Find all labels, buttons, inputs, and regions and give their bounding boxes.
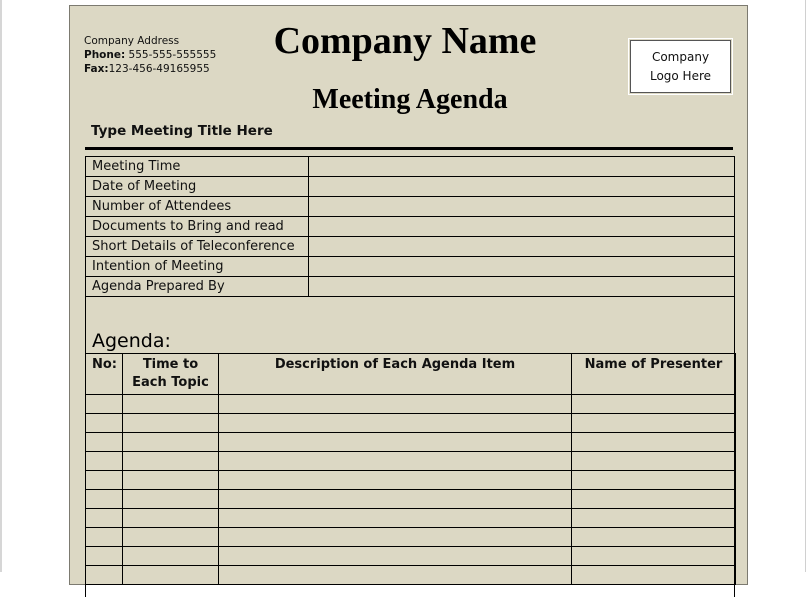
column-header-time[interactable]	[123, 354, 219, 395]
cell-time[interactable]	[123, 528, 219, 547]
company-address[interactable]: Company Address	[84, 35, 180, 47]
cell-description[interactable]	[219, 395, 572, 414]
detail-value-meeting-time[interactable]	[309, 157, 735, 177]
cell-presenter[interactable]	[572, 528, 736, 547]
meeting-details-table	[85, 156, 735, 297]
agenda-row	[86, 528, 736, 547]
title-divider	[85, 147, 733, 150]
detail-row	[86, 157, 735, 177]
cell-no[interactable]	[86, 547, 123, 566]
cell-description[interactable]	[219, 471, 572, 490]
cell-description[interactable]	[219, 509, 572, 528]
agenda-row	[86, 395, 736, 414]
agenda-row	[86, 471, 736, 490]
detail-value-teleconference[interactable]	[309, 237, 735, 257]
agenda-header-row	[86, 354, 736, 395]
agenda-row	[86, 566, 736, 585]
detail-row	[86, 177, 735, 197]
detail-value-date[interactable]	[309, 177, 735, 197]
company-logo-placeholder[interactable]	[630, 40, 731, 93]
cell-description[interactable]	[219, 452, 572, 471]
phone-label: Phone:	[84, 49, 126, 61]
detail-label-attendees[interactable]: Number of Attendees	[86, 197, 309, 217]
cell-presenter[interactable]	[572, 452, 736, 471]
detail-label-documents[interactable]: Documents to Bring and read	[86, 217, 309, 237]
cell-time[interactable]	[123, 471, 219, 490]
agenda-items-table	[85, 353, 736, 585]
fax-value[interactable]: 123-456-49165955	[108, 63, 210, 75]
window-left-edge	[0, 0, 2, 572]
window-right-edge	[805, 0, 806, 572]
cell-presenter[interactable]	[572, 433, 736, 452]
column-header-time-line1: Time to	[142, 357, 199, 372]
cell-no[interactable]	[86, 395, 123, 414]
company-address-line[interactable]	[84, 34, 216, 48]
detail-label-teleconference[interactable]: Short Details of Teleconference	[86, 237, 309, 257]
cell-no[interactable]	[86, 566, 123, 585]
cell-no[interactable]	[86, 433, 123, 452]
cell-no[interactable]	[86, 414, 123, 433]
meeting-title-field[interactable]: Type Meeting Title Here	[91, 123, 273, 139]
cell-time[interactable]	[123, 433, 219, 452]
phone-value[interactable]: 555-555-555555	[128, 49, 217, 61]
cell-description[interactable]	[219, 566, 572, 585]
agenda-row	[86, 452, 736, 471]
agenda-row	[86, 433, 736, 452]
logo-placeholder-text: Company Logo Here	[649, 49, 712, 83]
fax-label: Fax:	[84, 63, 109, 75]
cell-presenter[interactable]	[572, 509, 736, 528]
cell-no[interactable]	[86, 452, 123, 471]
column-header-description[interactable]: Description of Each Agenda Item	[219, 354, 572, 395]
cell-description[interactable]	[219, 528, 572, 547]
fax-line[interactable]	[84, 62, 216, 76]
document-title[interactable]: Meeting Agenda	[312, 84, 508, 115]
cell-time[interactable]	[123, 395, 219, 414]
detail-row	[86, 257, 735, 277]
cell-time[interactable]	[123, 547, 219, 566]
detail-value-attendees[interactable]	[309, 197, 735, 217]
cell-presenter[interactable]	[572, 547, 736, 566]
agenda-row	[86, 490, 736, 509]
cell-presenter[interactable]	[572, 490, 736, 509]
cell-no[interactable]	[86, 528, 123, 547]
agenda-heading[interactable]: Agenda:	[92, 330, 171, 352]
agenda-row	[86, 414, 736, 433]
detail-row	[86, 277, 735, 297]
cell-description[interactable]	[219, 490, 572, 509]
detail-label-prepared-by[interactable]: Agenda Prepared By	[86, 277, 309, 297]
agenda-row	[86, 509, 736, 528]
phone-line[interactable]	[84, 48, 216, 62]
detail-row	[86, 197, 735, 217]
column-header-time-line2: Each Topic	[132, 375, 209, 390]
detail-row	[86, 217, 735, 237]
cell-time[interactable]	[123, 566, 219, 585]
detail-label-meeting-time[interactable]: Meeting Time	[86, 157, 309, 177]
cell-description[interactable]	[219, 414, 572, 433]
cell-time[interactable]	[123, 490, 219, 509]
cell-time[interactable]	[123, 509, 219, 528]
cell-description[interactable]	[219, 547, 572, 566]
cell-presenter[interactable]	[572, 414, 736, 433]
agenda-row	[86, 547, 736, 566]
cell-description[interactable]	[219, 433, 572, 452]
detail-value-documents[interactable]	[309, 217, 735, 237]
cell-presenter[interactable]	[572, 395, 736, 414]
cell-time[interactable]	[123, 414, 219, 433]
detail-value-intention[interactable]	[309, 257, 735, 277]
cell-presenter[interactable]	[572, 471, 736, 490]
detail-value-prepared-by[interactable]	[309, 277, 735, 297]
column-header-no[interactable]: No:	[86, 354, 123, 395]
cell-no[interactable]	[86, 471, 123, 490]
detail-row	[86, 237, 735, 257]
cell-presenter[interactable]	[572, 566, 736, 585]
detail-label-intention[interactable]: Intention of Meeting	[86, 257, 309, 277]
company-name-heading[interactable]: Company Name	[273, 20, 537, 62]
cell-no[interactable]	[86, 490, 123, 509]
column-header-presenter[interactable]: Name of Presenter	[572, 354, 736, 395]
cell-time[interactable]	[123, 452, 219, 471]
company-contact-block[interactable]	[84, 34, 216, 76]
document-page	[69, 5, 748, 585]
detail-label-date[interactable]: Date of Meeting	[86, 177, 309, 197]
cell-no[interactable]	[86, 509, 123, 528]
